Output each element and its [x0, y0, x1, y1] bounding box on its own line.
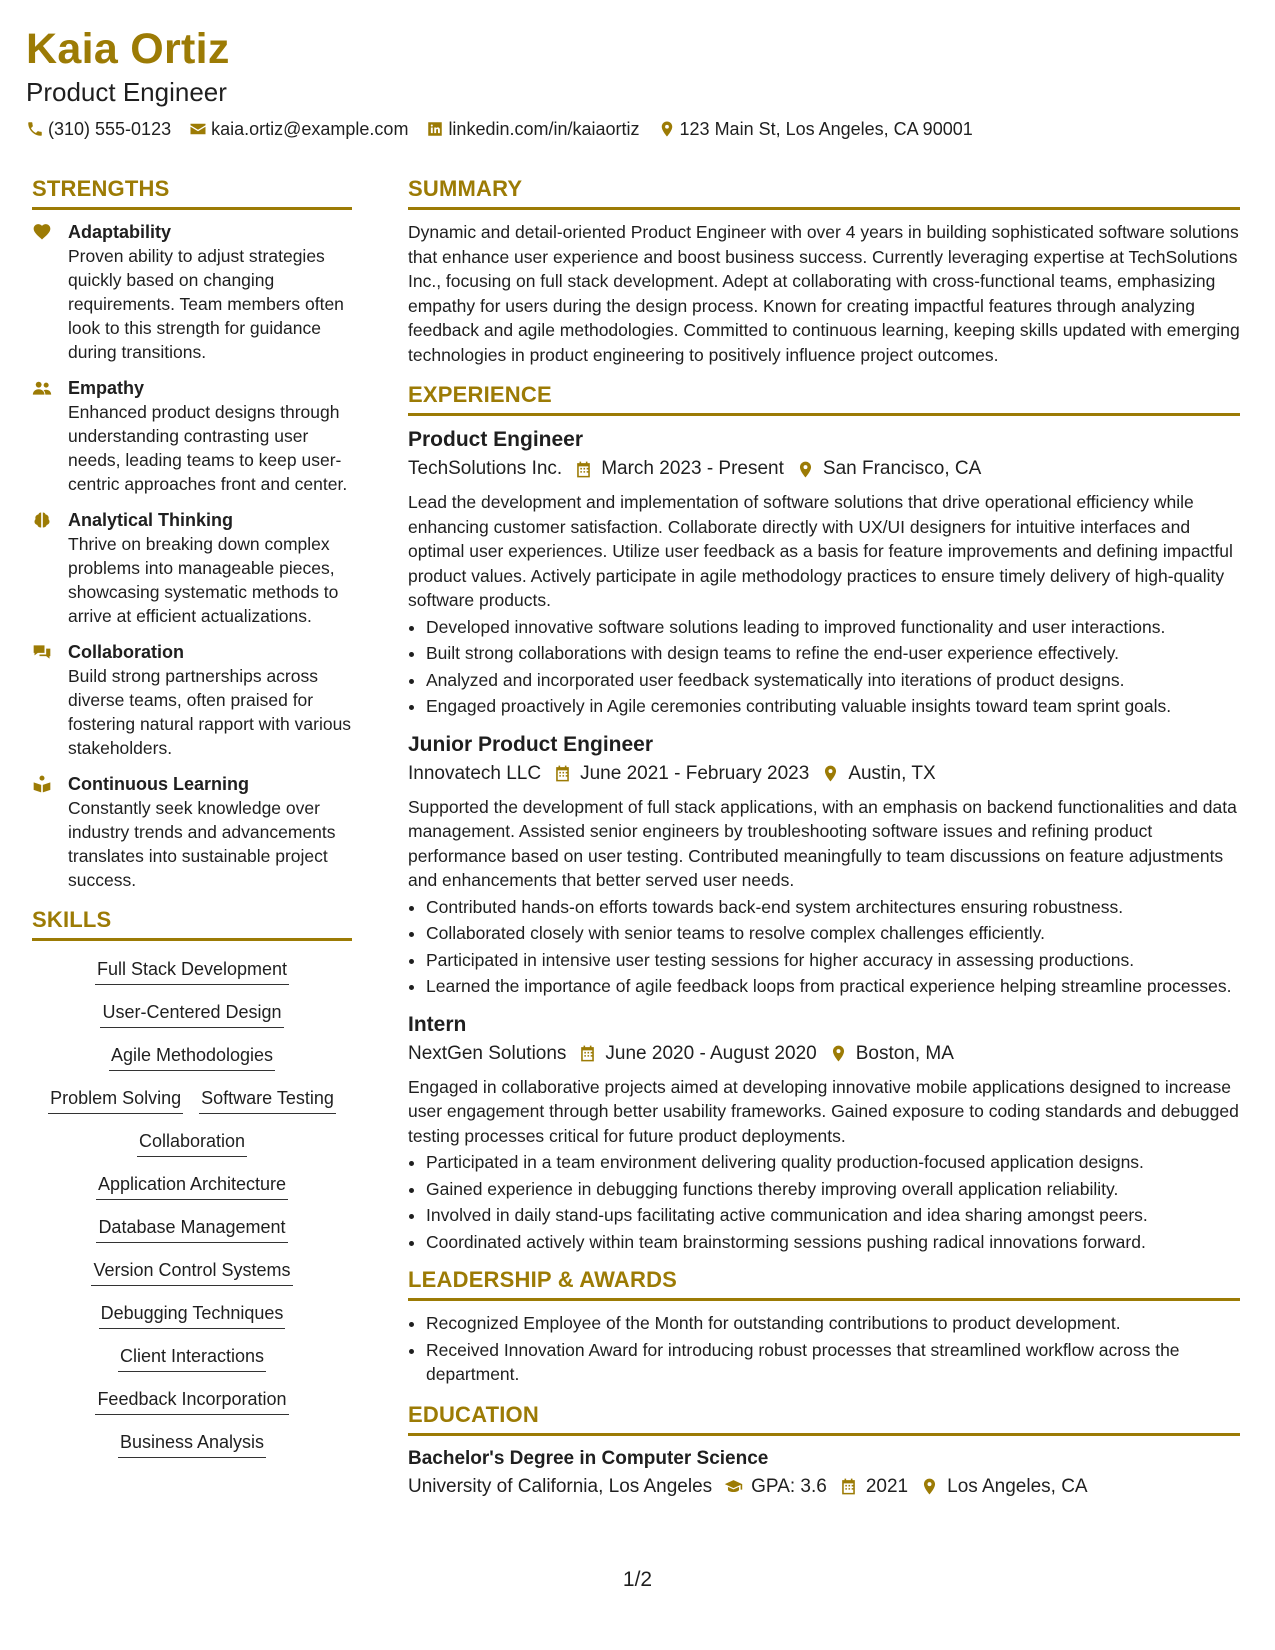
- linkedin-icon: [426, 120, 444, 138]
- location-pin-icon: [796, 460, 815, 479]
- strength-desc: Proven ability to adjust strategies quickly based on changing requirements. Team members often look to this strength for guidance during transitions.: [68, 246, 344, 362]
- skill-tag: Collaboration: [137, 1129, 247, 1157]
- graduation-cap-icon: [724, 1477, 743, 1496]
- strength-desc: Enhanced product designs through understanding contrasting user needs, leading teams to keep user-centric approaches front and center.: [68, 402, 348, 494]
- job-bullets: [408, 615, 1240, 719]
- education-school: University of California, Los Angeles: [408, 1475, 713, 1497]
- job-meta: [408, 454, 1240, 484]
- job-dates: June 2021 - February 2023: [580, 762, 810, 784]
- bullet-item: • Learned the importance of agile feedback loops from practical experience helping streamline processes.: [426, 974, 1240, 999]
- strength-item: [32, 220, 352, 364]
- mail-icon: [189, 120, 207, 138]
- strength-desc: Constantly seek knowledge over industry trends and advancements translates into sustainable project success.: [68, 798, 336, 890]
- candidate-title: Product Engineer: [26, 77, 227, 107]
- leadership-bullets: [408, 1311, 1240, 1387]
- strength-name: Analytical Thinking: [68, 510, 234, 530]
- leadership-heading: LEADERSHIP & AWARDS: [408, 1266, 1240, 1301]
- bullet-item: • Participated in intensive user testing sessions for higher accuracy in assessing productions.: [426, 948, 1240, 973]
- bullet-item: • Participated in a team environment delivering quality production-focused application designs.: [426, 1150, 1240, 1175]
- job-meta: [408, 759, 1240, 789]
- brain-icon: [32, 510, 52, 530]
- location-pin-icon: [829, 1044, 848, 1063]
- contact-address: [658, 117, 973, 141]
- education-meta: [408, 1472, 1240, 1502]
- users-icon: [32, 378, 52, 398]
- job-location: San Francisco, CA: [822, 458, 982, 479]
- experience-heading: EXPERIENCE: [408, 381, 1240, 416]
- education-year: 2021: [865, 1475, 909, 1497]
- strength-name: Adaptability: [68, 222, 172, 242]
- job-meta: [408, 1039, 1240, 1069]
- education-heading: EDUCATION: [408, 1401, 1240, 1436]
- job-entry: [408, 426, 1240, 719]
- contact-email[interactable]: [189, 117, 408, 141]
- job-location: Austin, TX: [848, 762, 936, 784]
- skill-tag: Application Architecture: [96, 1172, 288, 1200]
- candidate-name: Kaia Ortiz: [26, 25, 230, 73]
- job-dates: June 2020 - August 2020: [605, 1042, 817, 1064]
- email-text[interactable]: kaia.ortiz@example.com: [211, 119, 409, 139]
- page-number: 1/2: [622, 1568, 653, 1591]
- skill-tag: Agile Methodologies: [109, 1043, 275, 1071]
- phone-text: (310) 555-0123: [48, 119, 172, 139]
- job-title: Junior Product Engineer: [408, 732, 654, 756]
- job-company: TechSolutions Inc.: [408, 458, 563, 479]
- bullet-item: • Received Innovation Award for introducing robust processes that streamlined workflow across the department.: [426, 1338, 1240, 1387]
- phone-icon: [26, 120, 44, 138]
- skill-tag: Feedback Incorporation: [95, 1387, 288, 1415]
- contact-linkedin[interactable]: [426, 117, 639, 141]
- location-pin-icon: [920, 1477, 939, 1496]
- linkedin-text[interactable]: linkedin.com/in/kaiaortiz: [448, 119, 640, 139]
- skill-tag: Client Interactions: [118, 1344, 266, 1372]
- job-bullets: [408, 895, 1240, 999]
- contact-bar: [26, 117, 1246, 141]
- calendar-icon: [578, 1044, 597, 1063]
- summary-heading: SUMMARY: [408, 175, 1240, 210]
- job-description: Lead the development and implementation of software solutions that drive operational efficiency while enhancing customer satisfaction. Collaborate directly with UX/UI designers for intuitive interfaces and optimal user experiences. Utilize user feedback as a basis for feature improvements and defining impactful product values. Actively participate in agile methodology practices to ensure timely delivery of high-quality software products.: [408, 492, 1233, 610]
- strength-item: [32, 508, 352, 628]
- job-title: Intern: [408, 1012, 467, 1036]
- job-company: Innovatech LLC: [408, 762, 542, 784]
- skill-tag: Full Stack Development: [95, 957, 289, 985]
- strength-name: Collaboration: [68, 642, 184, 662]
- calendar-icon: [574, 460, 593, 479]
- contact-phone: [26, 117, 171, 141]
- calendar-icon: [553, 764, 572, 783]
- skill-tag: Business Analysis: [118, 1430, 266, 1458]
- calendar-icon: [839, 1477, 858, 1496]
- job-description: Supported the development of full stack applications, with an emphasis on backend functionalities and data management. Assisted senior engineers by troubleshooting software issues and refining product performance based on user testing. Contributed meaningfully to team discussions on feature adjustments and enhancements that better served user needs.: [408, 796, 1237, 890]
- job-entry: [408, 731, 1240, 999]
- bullet-item: • Analyzed and incorporated user feedback systematically into iterations of product designs.: [426, 668, 1240, 693]
- job-description: Engaged in collaborative projects aimed at developing innovative mobile applications designed to increase user engagement through better usability frameworks. Gained exposure to coding standards and debugged testing processes critical for future product deployments.: [408, 1076, 1239, 1146]
- bullet-item: • Built strong collaborations with design teams to refine the end-user experience effectively.: [426, 641, 1240, 666]
- job-dates: March 2023 - Present: [601, 458, 784, 479]
- reader-icon: [32, 774, 52, 794]
- education-location: Los Angeles, CA: [947, 1475, 1088, 1497]
- skill-tag: Software Testing: [199, 1086, 336, 1114]
- bullet-item: • Coordinated actively within team brainstorming sessions pushing radical innovations forward.: [426, 1230, 1240, 1255]
- bullet-item: • Recognized Employee of the Month for outstanding contributions to product development.: [426, 1311, 1240, 1336]
- strength-desc: Thrive on breaking down complex problems into manageable pieces, showcasing systematic methods to arrive at efficient actualizations.: [68, 534, 339, 626]
- education-gpa: GPA: 3.6: [751, 1475, 827, 1497]
- location-pin-icon: [658, 120, 676, 138]
- job-company: NextGen Solutions: [408, 1042, 567, 1064]
- address-text: 123 Main St, Los Angeles, CA 90001: [679, 119, 973, 139]
- location-pin-icon: [821, 764, 840, 783]
- bullet-item: • Developed innovative software solutions leading to improved functionality and user interactions.: [426, 615, 1240, 640]
- strength-item: [32, 640, 352, 760]
- skill-tag: Problem Solving: [48, 1086, 183, 1114]
- job-location: Boston, MA: [855, 1042, 954, 1064]
- strengths-heading: STRENGTHS: [32, 175, 352, 210]
- skill-tag: Version Control Systems: [91, 1258, 292, 1286]
- bullet-item: • Involved in daily stand-ups facilitating active communication and idea sharing amongst peers.: [426, 1203, 1240, 1228]
- strength-desc: Build strong partnerships across diverse teams, often praised for fostering natural rapport with various stakeholders.: [68, 666, 352, 758]
- right-column: [408, 175, 1240, 1508]
- education-degree: Bachelor's Degree in Computer Science: [408, 1447, 769, 1469]
- chat-icon: [32, 642, 52, 662]
- bullet-item: • Contributed hands-on efforts towards back-end system architectures ensuring robustness.: [426, 895, 1240, 920]
- strength-item: [32, 376, 352, 496]
- left-column: [32, 175, 352, 1467]
- skills-heading: SKILLS: [32, 906, 352, 941]
- bullet-item: • Engaged proactively in Agile ceremonies contributing valuable insights toward team sprint goals.: [426, 694, 1240, 719]
- strength-name: Continuous Learning: [68, 774, 249, 794]
- strength-item: [32, 772, 352, 892]
- summary-text: Dynamic and detail-oriented Product Engineer with over 4 years in building sophisticated software solutions that enhance user experience and boost business success. Currently leveraging expertise at TechSolutions Inc., focusing on full stack development. Adept at collaborating with cross-functional teams, emphasizing empathy for users during the design process. Known for creating impactful features through analyzing feedback and agile methodologies. Committed to continuous learning, keeping skills updated with emerging technologies in product engineering to positively influence project outcomes.: [408, 222, 1240, 365]
- heart-icon: [32, 222, 52, 242]
- resume-header: [26, 24, 1246, 141]
- bullet-item: • Collaborated closely with senior teams to resolve complex challenges efficiently.: [426, 921, 1240, 946]
- job-bullets: [408, 1150, 1240, 1254]
- bullet-item: • Gained experience in debugging functions thereby improving overall application reliability.: [426, 1177, 1240, 1202]
- skill-tag: User-Centered Design: [100, 1000, 283, 1028]
- job-title: Product Engineer: [408, 428, 584, 451]
- skill-tag: Database Management: [96, 1215, 287, 1243]
- skill-tag: Debugging Techniques: [99, 1301, 286, 1329]
- job-entry: [408, 1011, 1240, 1255]
- skills-list: [32, 951, 352, 1467]
- strength-name: Empathy: [68, 378, 145, 398]
